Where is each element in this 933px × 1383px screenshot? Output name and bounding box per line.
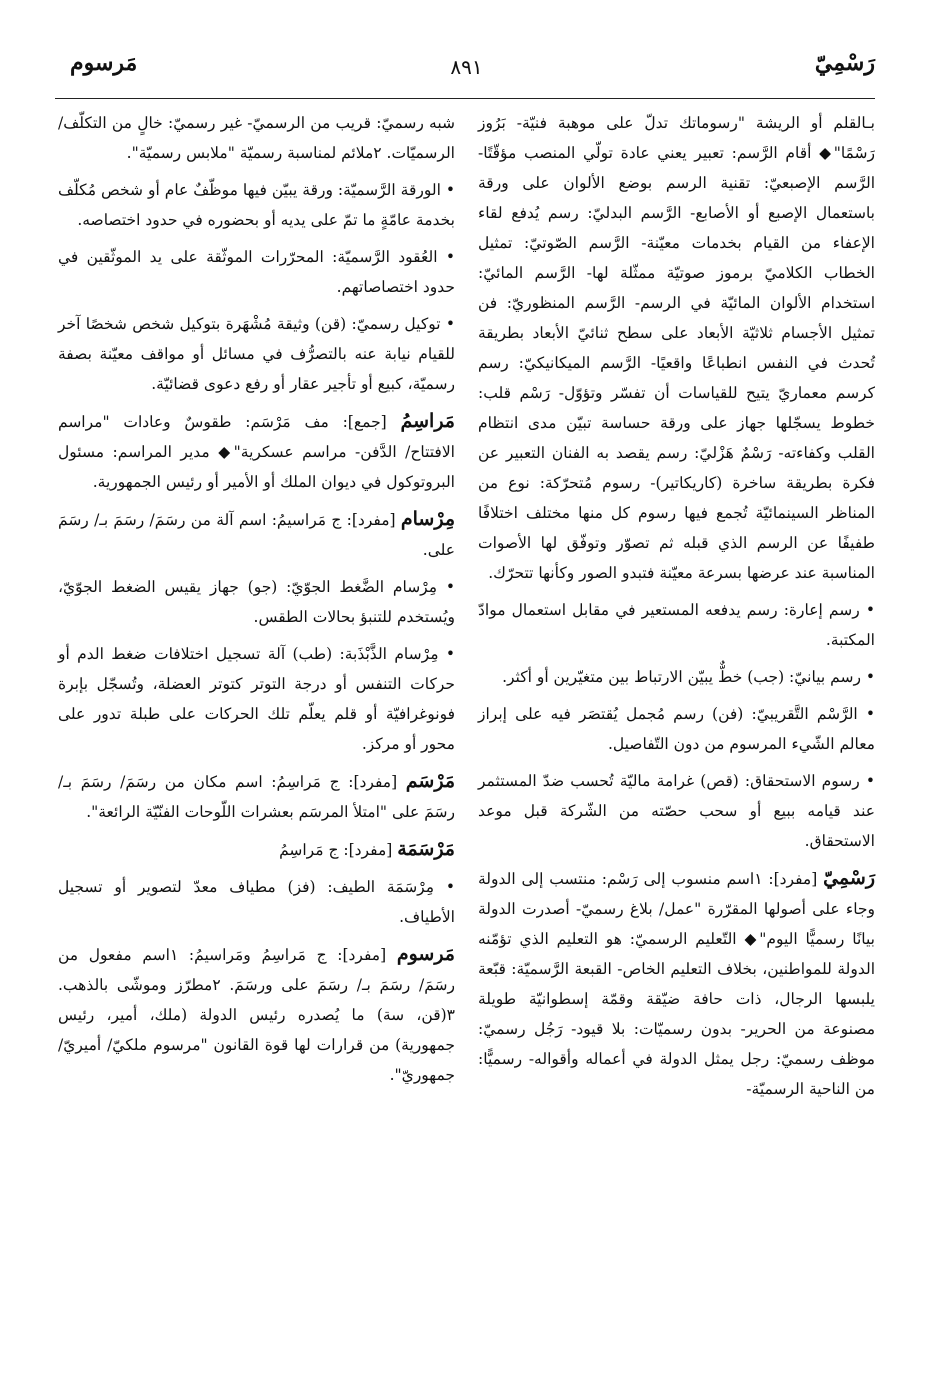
entry-text: • الورقة الرَّسميّة: ورقة يبيّن فيها موظّفٌ عام أو شخص مُكلّف بخدمة عامّةٍ ما تمّ على يديه أو بحضوره في حدود اختصاصه. bbox=[58, 181, 455, 229]
header-rule bbox=[55, 98, 875, 99]
page-number: ٨٩١ bbox=[450, 55, 483, 79]
dictionary-entry bbox=[478, 662, 875, 692]
dictionary-entry bbox=[58, 939, 455, 1090]
entry-text: • مِرْسَمَة الطيف: (فز) مطياف معدّ لتصوير أو تسجيل الأطياف. bbox=[58, 878, 455, 926]
entry-text: • رسم إعارة: رسم يدفعه المستعير في مقابل استعمال موادّ المكتبة. bbox=[478, 601, 875, 649]
dictionary-entry bbox=[58, 504, 455, 565]
entry-headword: مَرْسَم bbox=[405, 770, 455, 792]
entry-text: بـالقلم أو الريشة "رسوماتك تدلّ على موهبة فنيّة- بَرُوز رَسْمًا"◆ أقام الرَّسم: تعبير يعني عادة تولّي المنصب مؤقّتًا- الرَّسم الإصبعيّ: تقنية الرسم بوضع الألوان على ورقة باستعمال الإصبع أو الأصابع- الرَّسم البدليّ: رسم يُدفع لقاء الإعفاء من القيام بخدمات معيّنة- الرَّسم الصّوتيّ: تمثيل الخطاب الكلاميّ برموز صوتيّة ممثّلة لها- الرَّسم المائيّ: استخدام الألوان المائيّة في الرسم- الرَّسم المنظوريّ: فن تمثيل الأجسام ثلاثيّة الأبعاد على سطح ثنائيّ الأبعاد بطريقة تُحدث في النفس انطباعًا واقعيًا- الرَّسم الميكانيكيّ: رسم كرسم معماريّ يتيح للقياسات أن تفسّر وتؤوّل- رَسْم قلب: خطوط يسجّلها جهاز على ورقة حساسة تبيّن مدى انتظام القلب وكفاءته- رَسْمٌ هَزْليّ: رسم يقصد به الفنان التعبير عن فكرة بطريقة ساخرة (كاريكاتير)- رسوم مُتحرّكة: نوع من المناظر السينمائيّة تُجمع فيها رسوم كل منها مختلف اختلافًا طفيفًا عن الرسم الذي قبله ثم تصوّر وتوفّق لها الأصوات المناسبة عند عرضها بسرعة معيّنة فتبدو الصور وكأنها تتحرّك. bbox=[478, 114, 875, 582]
entry-headword: مِرْسام bbox=[400, 508, 455, 530]
entry-text: • الرَّسْم التَّقريبيّ: (فن) رسم مُجمل يُقتصَر فيه على إبراز معالم الشّيء المرسوم من دون التّفاصيل. bbox=[478, 705, 875, 753]
entry-text: [مفرد]: ج مَراسيمُ: اسم آلة من رسَمَ/ رسَمَ بـ/ رسَمَ على. bbox=[58, 511, 455, 559]
entry-text: [مفرد]: ج مَراسِمُ ومَراسيمُ: ١اسم مفعول من رسَمَ/ رسَمَ بـ/ رسَمَ على ورسَمَ. ٢مطرّز وموشّى بالذهب. ٣(قن، سة) ما يُصدره رئيس الدولة (ملك، أمير، رئيس جمهورية) من قرارات لها قوة القانون "مرسوم ملكيّ/ أميريّ/ جمهوريّ". bbox=[58, 946, 455, 1084]
dictionary-entry bbox=[478, 863, 875, 1104]
entry-text: • توكيل رسميّ: (قن) وثيقة مُشْهَرة بتوكيل شخص شخصًا آخر للقيام نيابة عنه بالتصرُّف في مسائل أو مواقف معيّنة بصفة رسميّة، كبيع أو تأجير عقار أو رفع دعوى قضائيّة. bbox=[58, 315, 455, 393]
dictionary-entry bbox=[58, 572, 455, 632]
dictionary-entry bbox=[58, 309, 455, 399]
dictionary-entry bbox=[58, 108, 455, 168]
entry-text: [جمع]: مف مَرْسَم: طقوسٌ وعادات "مراسم الافتتاح/ الدَّفن- مراسم عسكرية"◆ مدير المراسم: مسئول البروتوكول في ديوان الملك أو الأمير أو رئيس الجمهورية. bbox=[58, 413, 455, 491]
header-guide-word-left: مَرسوم bbox=[70, 50, 138, 76]
entry-headword: مَراسِمُ bbox=[400, 410, 455, 432]
dictionary-entry bbox=[58, 406, 455, 497]
entry-text: [مفرد]: ج مَراسِمُ bbox=[279, 841, 398, 859]
dictionary-entry bbox=[58, 175, 455, 235]
dictionary-entry bbox=[58, 639, 455, 759]
header-guide-word-right: رَسْمِيّ bbox=[814, 50, 875, 76]
entry-headword: رَسْمِيّ bbox=[823, 867, 875, 889]
entry-text: • مِرْسام الضَّغط الجوّيّ: (جو) جهاز يقيس الضغط الجوّيّ، ويُستخدم للتنبؤ بحالات الطقس. bbox=[58, 578, 455, 626]
left-column bbox=[58, 108, 455, 1097]
dictionary-entry bbox=[478, 766, 875, 856]
entry-text: [مفرد]: ج مَراسِمُ: اسم مكان من رسَمَ/ رسَمَ بـ/ رسَمَ على "امتلأ المرسَم بعشرات اللّوحات الفنّيّة الرائعة". bbox=[58, 773, 455, 821]
dictionary-entry bbox=[478, 108, 875, 588]
entry-text: • رسم بيانيّ: (جب) خطٌّ يبيّن الارتباط بين متغيّرين أو أكثر. bbox=[502, 668, 875, 686]
entry-text: • مِرْسام الذَّبْذَبة: (طب) آلة تسجيل اختلافات ضغط الدم أو حركات التنفس أو درجة التوتر كتوتر العضلة، وتُسجّل بإبرة فونوغرافيّة أو قلم يعلّم تلك الحركات على طبلة تدور على محور أو مركز. bbox=[58, 645, 455, 753]
dictionary-entry bbox=[478, 699, 875, 759]
entry-headword: مَرسوم bbox=[396, 943, 455, 965]
entry-headword: مَرْسَمَة bbox=[397, 838, 455, 860]
entry-text: [مفرد]: ١اسم منسوب إلى رَسْم: منتسب إلى الدولة وجاء على أصولها المقرّرة "عمل/ بلاغ رسميّ- أصدرت الدولة بيانًا رسميًّا اليوم"◆ التّعليم الرسميّ: هو التعليم الذي تؤمّنه الدولة للمواطنين، بخلاف التعليم الخاص- القبعة الرَّسميّة: قبّعة يلبسها الرجال، ذات حافة ضيّقة وقمّة إسطوانيّة طويلة مصنوعة من الحرير- بدون رسميّات: بلا قيود- رَجُل رسميّ: موظف رسميّ: رجل يمثل الدولة في أعماله وأقواله- رسميًّا: من الناحية الرسميّة- bbox=[478, 870, 875, 1098]
dictionary-entry bbox=[58, 834, 455, 865]
dictionary-entry bbox=[58, 766, 455, 827]
entry-text: • رسوم الاستحقاق: (قص) غرامة ماليّة تُحسب ضدّ المستثمر عند قيامه ببيع أو سحب حصّته من الشّركة قبل موعد الاستحقاق. bbox=[478, 772, 875, 850]
entry-text: • العُقود الرَّسميّة: المحرّرات الموثّقة على يد الموثّقين في حدود اختصاصاتهم. bbox=[58, 248, 455, 296]
dictionary-entry bbox=[58, 872, 455, 932]
dictionary-entry bbox=[478, 595, 875, 655]
right-column bbox=[478, 108, 875, 1111]
entry-text: شبه رسميّ: قريب من الرسميّ- غير رسميّ: خالٍ من التكلّف/ الرسميّات. ٢ملائم لمناسبة رسميّة "ملابس رسميّة". bbox=[58, 114, 455, 162]
dictionary-entry bbox=[58, 242, 455, 302]
